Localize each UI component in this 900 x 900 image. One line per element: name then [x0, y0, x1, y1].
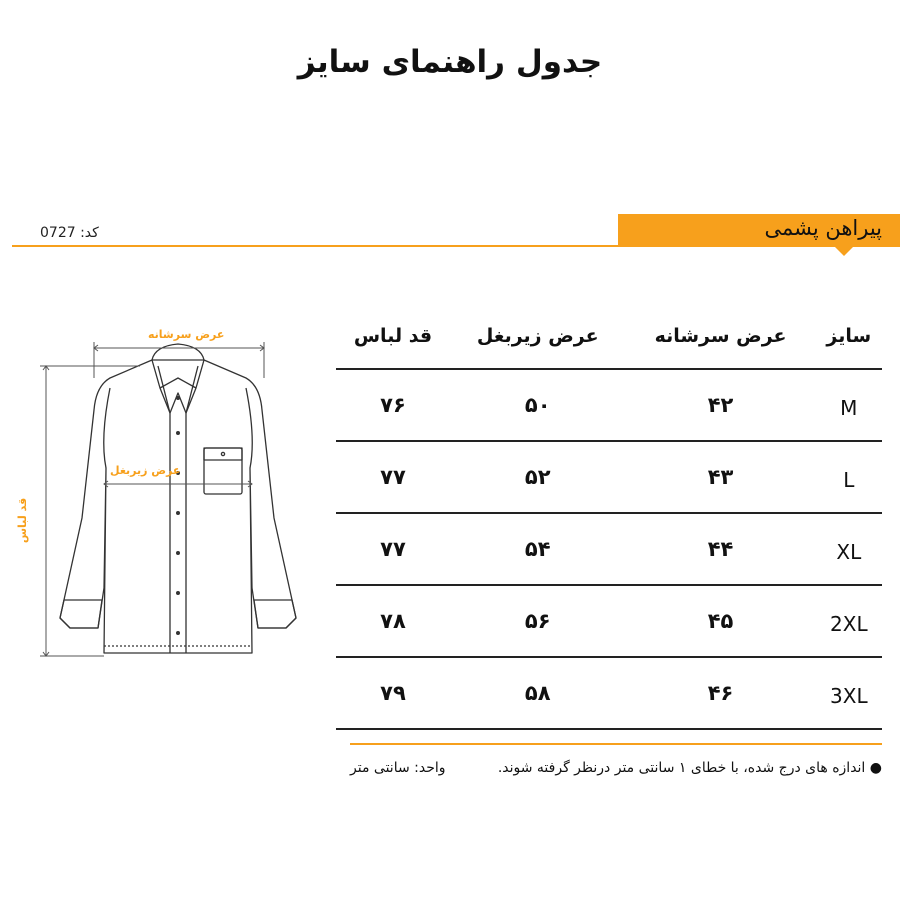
size-table: [336, 304, 882, 730]
table-row: [336, 441, 882, 513]
header-chest: عرض زیربغل: [450, 304, 626, 369]
shirt-diagram: [16, 318, 310, 668]
length-label: قد لباس: [16, 497, 30, 544]
footer-divider: [350, 743, 882, 745]
chest-cell: ۵۰: [450, 369, 626, 441]
tolerance-note: اندازه های درج شده، با خطای ۱ سانتی متر درنظر گرفته شوند.: [497, 760, 866, 776]
length-cell: ۷۸: [336, 585, 450, 657]
header-length: قد لباس: [336, 304, 450, 369]
product-name: پیراهن پشمی: [764, 216, 882, 240]
footer-note: [498, 760, 882, 776]
size-cell: XL: [816, 513, 882, 585]
length-cell: ۷۷: [336, 441, 450, 513]
chest-cell: ۵۶: [450, 585, 626, 657]
table-row: [336, 513, 882, 585]
shoulder-cell: ۴۴: [626, 513, 816, 585]
bullet-icon: ●: [869, 760, 882, 776]
table-row: [336, 585, 882, 657]
length-cell: ۷۹: [336, 657, 450, 729]
chest-cell: ۵۲: [450, 441, 626, 513]
header-size: سایز: [816, 304, 882, 369]
product-code: کد: 0727: [40, 225, 99, 241]
table-header-row: [336, 304, 882, 369]
unit-note: واحد: سانتی متر: [350, 760, 446, 776]
length-cell: ۷۶: [336, 369, 450, 441]
shoulder-cell: ۴۶: [626, 657, 816, 729]
shoulder-width-label: عرض سرشانه: [148, 328, 225, 341]
size-cell: L: [816, 441, 882, 513]
shoulder-cell: ۴۵: [626, 585, 816, 657]
chest-cell: ۵۴: [450, 513, 626, 585]
header-shoulder: عرض سرشانه: [626, 304, 816, 369]
size-cell: 3XL: [816, 657, 882, 729]
chest-width-label: عرض زیربغل: [110, 464, 181, 477]
table-row: [336, 657, 882, 729]
shoulder-cell: ۴۳: [626, 441, 816, 513]
size-cell: 2XL: [816, 585, 882, 657]
header-divider: [12, 245, 618, 247]
product-header-tab: [834, 246, 854, 256]
shirt-outline-icon: [20, 318, 310, 668]
size-cell: M: [816, 369, 882, 441]
chest-cell: ۵۸: [450, 657, 626, 729]
shoulder-cell: ۴۲: [626, 369, 816, 441]
page-title: جدول راهنمای سایز: [297, 44, 603, 80]
table-row: [336, 369, 882, 441]
length-cell: ۷۷: [336, 513, 450, 585]
